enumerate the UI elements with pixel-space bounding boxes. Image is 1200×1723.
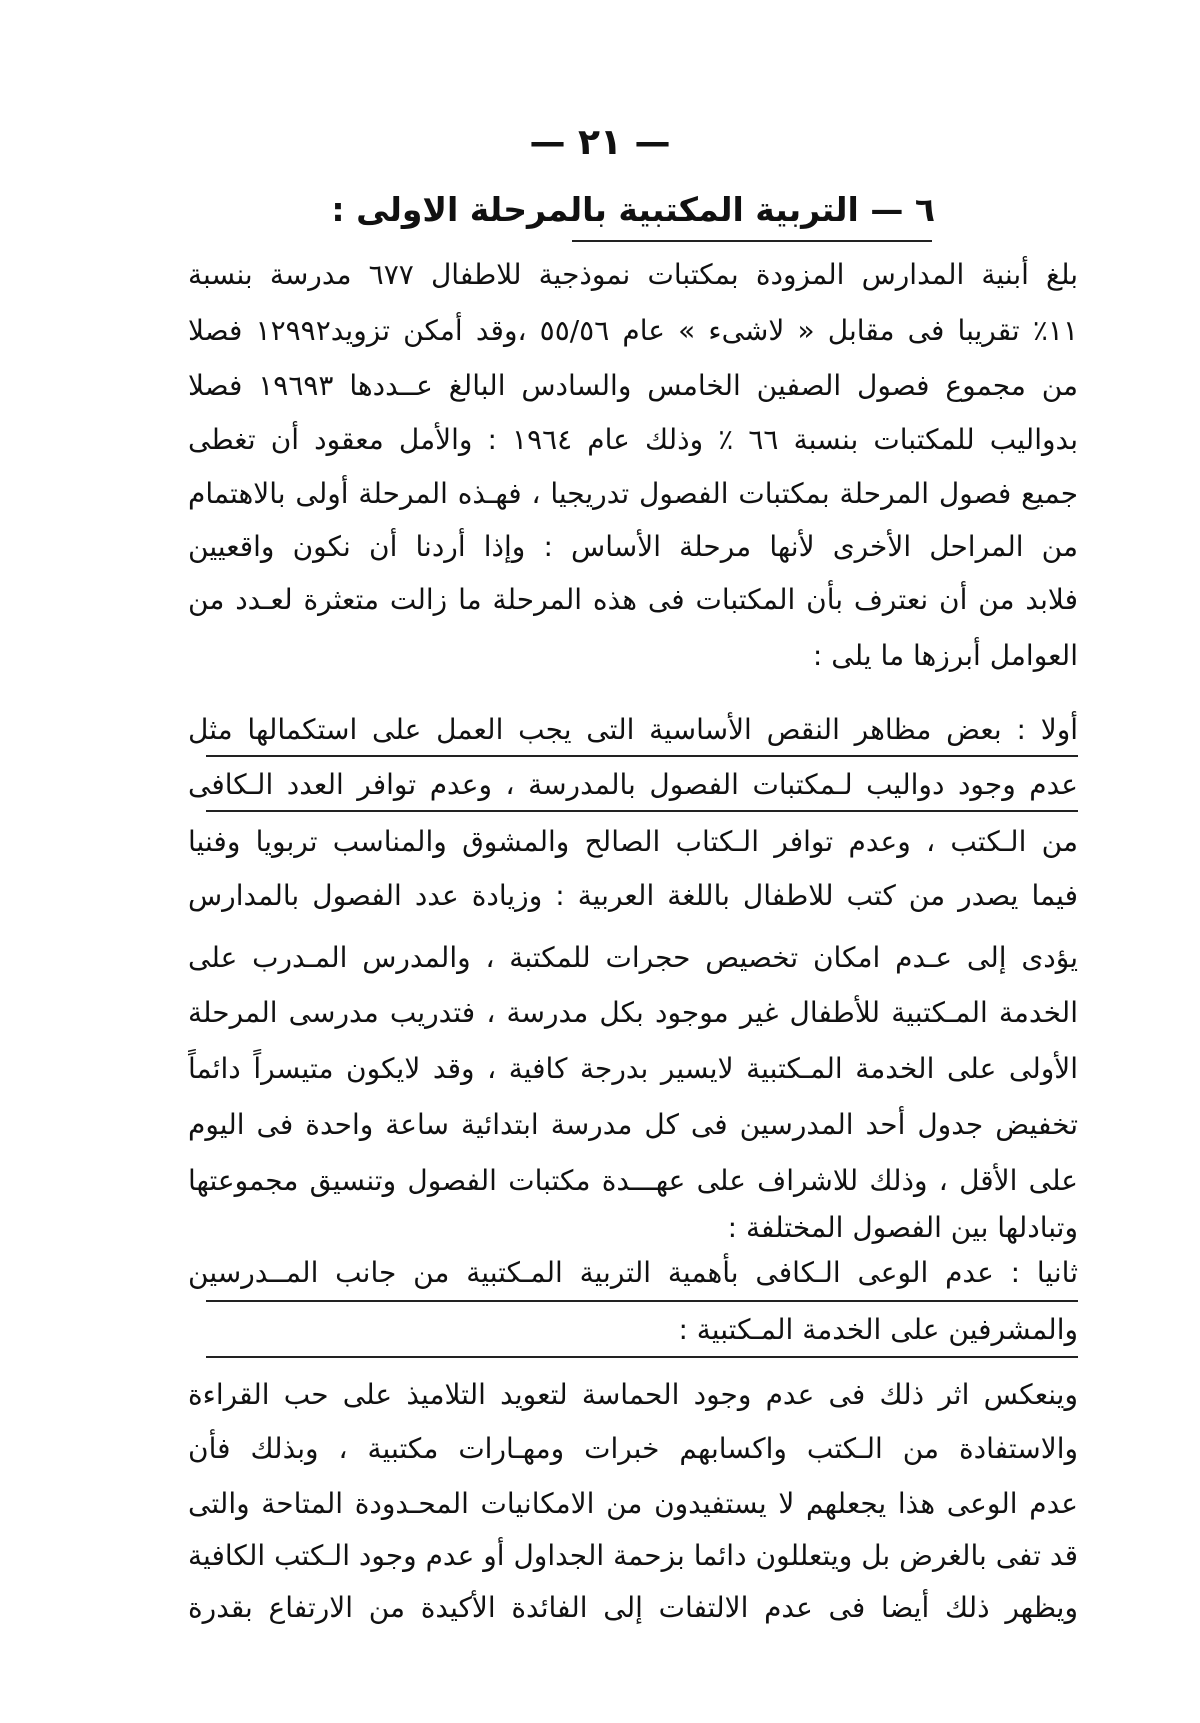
underline-rule: [206, 810, 1078, 812]
paragraph-1-line-7: فلابد من أن نعترف بأن المكتبات فى هذه المرحلة ما زالت متعثرة لعـدد من: [188, 583, 1078, 616]
paragraph-3-line-1: ثانيا : عدم الوعى الـكافى بأهمية التربية المـكتبية من جانب المــدرسين: [188, 1256, 1078, 1289]
paragraph-1-line-6: من المراحل الأخرى لأنها مرحلة الأساس : وإذا أردنا أن نكون واقعيين: [188, 530, 1078, 563]
paragraph-2-line-4: فيما يصدر من كتب للاطفال باللغة العربية : وزيادة عدد الفصول بالمدارس: [188, 879, 1078, 912]
paragraph-1-line-1: بلغ أبنية المدارس المزودة بمكتبات نموذجية للاطفال ٦٧٧ مدرسة بنسبة: [188, 258, 1078, 291]
paragraph-2-line-2: عدم وجود دواليب لـمكتبات الفصول بالمدرسة ، وعدم توافر العدد الـكافى: [188, 768, 1078, 801]
paragraph-1-line-8: العوامل أبرزها ما يلى :: [812, 639, 1078, 672]
paragraph-2-line-3: من الـكتب ، وعدم توافر الـكتاب الصالح والمشوق والمناسب تربويا وفنيا: [188, 825, 1078, 858]
paragraph-4-line-5: ويظهر ذلك أيضا فى عدم الالتفات إلى الفائدة الأكيدة من الارتفاع بقدرة: [188, 1591, 1078, 1624]
paragraph-2-line-5: يؤدى إلى عـدم امكان تخصيص حجرات للمكتبة ، والمدرس المـدرب على: [188, 941, 1078, 974]
paragraph-1-line-4: بدواليب للمكتبات بنسبة ٦٦ ٪ وذلك عام ١٩٦٤ : والأمل معقود أن تغطى: [188, 423, 1078, 456]
paragraph-2-line-10: وتبادلها بين الفصول المختلفة :: [727, 1211, 1078, 1244]
paragraph-4-line-1: وينعكس اثر ذلك فى عدم وجود الحماسة لتعويد التلاميذ على حب القراءة: [188, 1378, 1078, 1411]
section-heading: ٦ — التربية المكتبية بالمرحلة الاولى :: [331, 190, 935, 229]
paragraph-4-line-3: عدم الوعى هذا يجعلهم لا يستفيدون من الامكانيات المحـدودة المتاحة والتى: [188, 1487, 1078, 1520]
paragraph-1-line-2: ١١٪ تقريبا فى مقابل « لاشىء » عام ٥٥/٥٦ ،وقد أمكن تزويد١٢٩٩٢ فصلا: [188, 314, 1078, 347]
underline-rule: [206, 755, 1078, 757]
paragraph-1-line-3: من مجموع فصول الصفين الخامس والسادس البالغ عــددها ١٩٦٩٣ فصلا: [188, 369, 1078, 402]
paragraph-2-line-1: أولا : بعض مظاهر النقص الأساسية التى يجب العمل على استكمالها مثل: [188, 713, 1078, 746]
paragraph-2-line-6: الخدمة المـكتبية للأطفال غير موجود بكل مدرسة ، فتدريب مدرسى المرحلة: [188, 996, 1078, 1029]
paragraph-2-line-9: على الأقل ، وذلك للاشراف على عهـــدة مكتبات الفصول وتنسيق مجموعتها: [188, 1164, 1078, 1197]
paragraph-4-line-4: قد تفى بالغرض بل ويتعللون دائما بزحمة الجداول أو عدم وجود الـكتب الكافية: [188, 1539, 1078, 1572]
heading-underline: [572, 240, 932, 242]
underline-rule: [206, 1300, 1078, 1302]
page-number: — ٢١ —: [529, 122, 671, 163]
paragraph-4-line-2: والاستفادة من الـكتب واكسابهم خبرات ومهـارات مكتبية ، وبذلك فأن: [188, 1432, 1078, 1465]
underline-rule: [206, 1356, 1078, 1358]
paragraph-1-line-5: جميع فصول المرحلة بمكتبات الفصول تدريجيا ، فهـذه المرحلة أولى بالاهتمام: [188, 477, 1078, 510]
paragraph-3-line-2: والمشرفين على الخدمة المـكتبية :: [678, 1313, 1078, 1346]
paragraph-2-line-7: الأولى على الخدمة المـكتبية لايسير بدرجة كافية ، وقد لايكون متيسراً دائماً: [188, 1052, 1078, 1085]
paragraph-2-line-8: تخفيض جدول أحد المدرسين فى كل مدرسة ابتدائية ساعة واحدة فى اليوم: [188, 1108, 1078, 1141]
